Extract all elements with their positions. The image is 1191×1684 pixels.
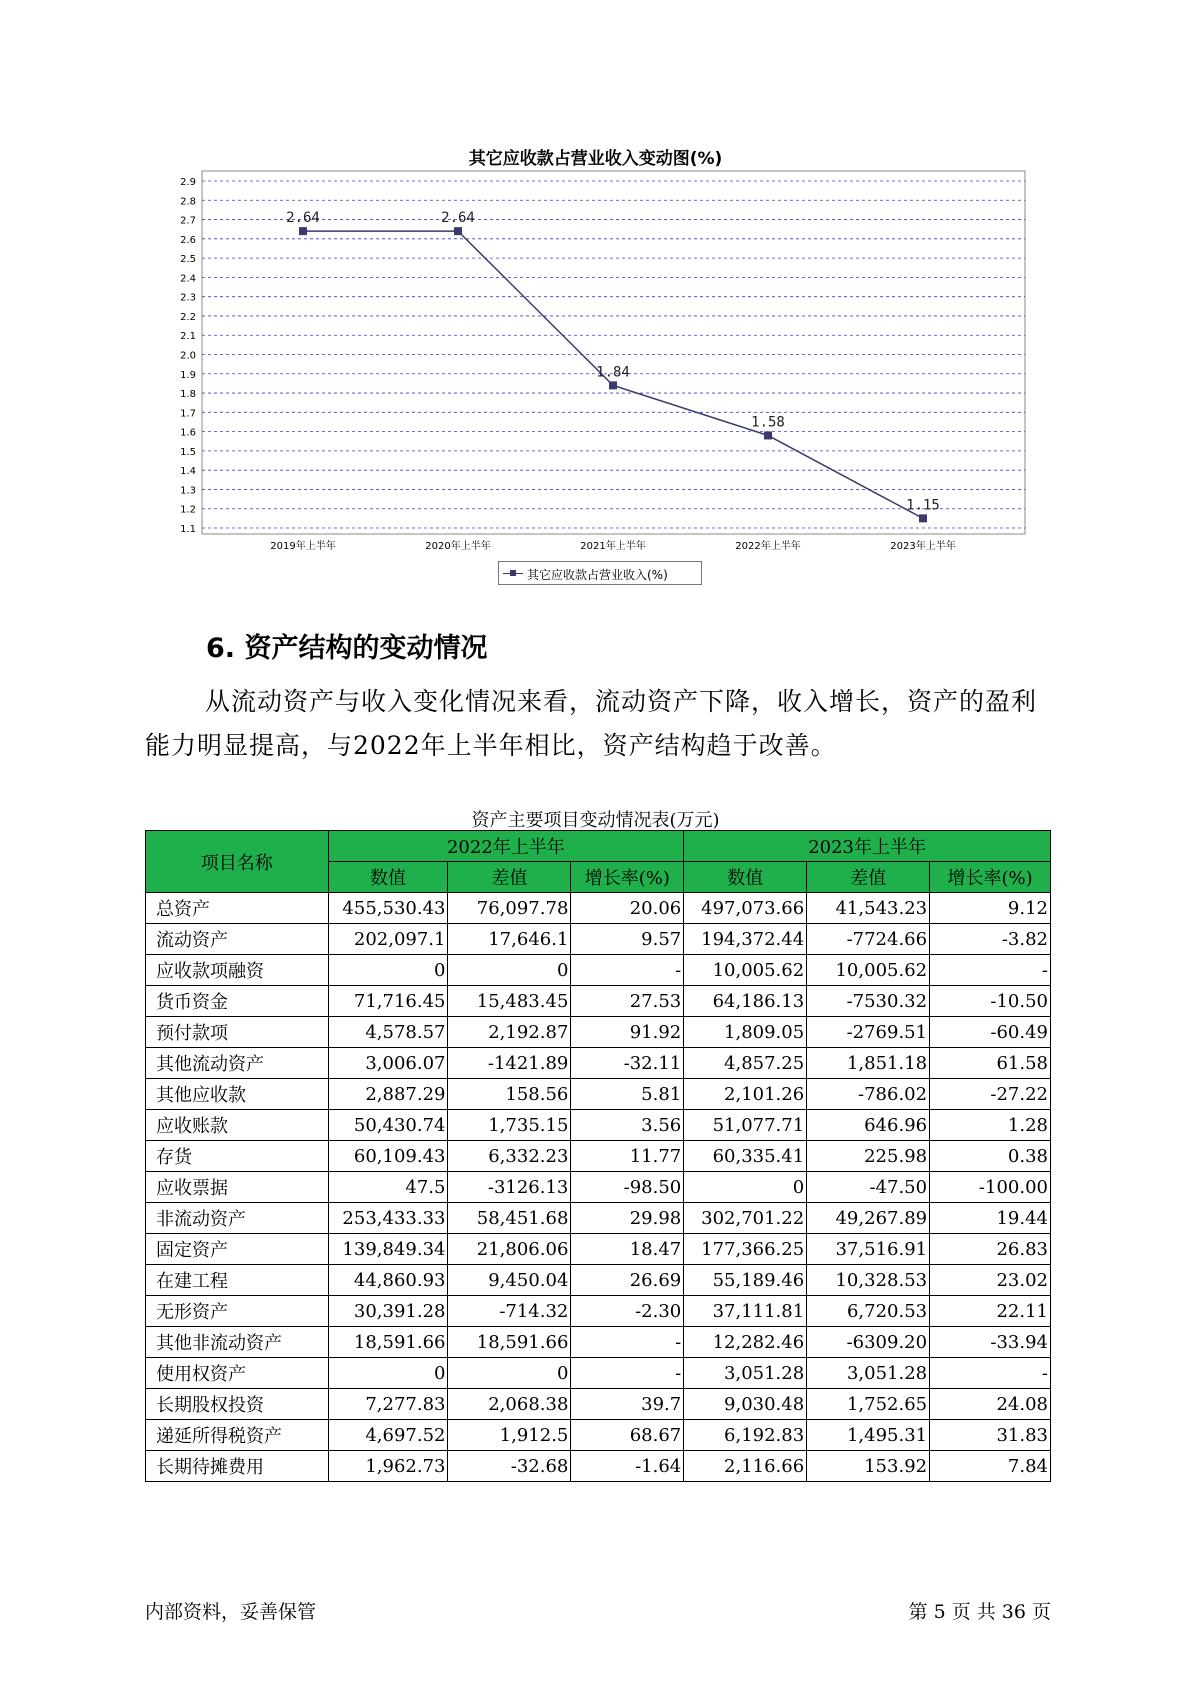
sub-header: 数值 [328,862,448,893]
row-label: 总资产 [146,893,329,924]
y-tick-label: 1.5 [180,446,196,458]
table-cell: 253,433.33 [328,1203,448,1234]
x-tick-label: 2023年上半年 [890,541,956,552]
table-cell: -10.50 [930,986,1051,1017]
table-cell: 55,189.46 [684,1265,807,1296]
table-cell: 15,483.45 [448,986,571,1017]
plot-frame [202,171,1025,534]
table-cell: 12,282.46 [684,1327,807,1358]
table-cell: 194,372.44 [684,924,807,955]
table-cell: -32.68 [448,1451,571,1482]
table-row [146,1234,1051,1265]
data-label: 2.64 [441,210,475,227]
table-cell: -33.94 [930,1327,1051,1358]
table-cell: 9,450.04 [448,1265,571,1296]
table-cell: 68.67 [571,1420,684,1451]
table-cell: 37,111.81 [684,1296,807,1327]
table-cell: -7724.66 [807,924,930,955]
table-cell: 44,860.93 [328,1265,448,1296]
table-cell: 58,451.68 [448,1203,571,1234]
row-label: 其他非流动资产 [146,1327,329,1358]
body-paragraph: 从流动资产与收入变化情况来看，流动资产下降，收入增长，资产的盈利能力明显提高，与2022年上半年相比，资产结构趋于改善。 [145,687,1038,760]
table-cell: 10,005.62 [807,955,930,986]
data-point [609,381,617,389]
y-tick-label: 2.5 [180,254,196,266]
table-cell: 9.12 [930,893,1051,924]
table-cell: 2,887.29 [328,1079,448,1110]
table-cell: - [930,955,1051,986]
table-cell: 0 [448,1358,571,1389]
data-point [764,431,772,439]
row-label: 流动资产 [146,924,329,955]
y-tick-label: 2.3 [180,292,196,304]
sub-header: 数值 [684,862,807,893]
table-row [146,1420,1051,1451]
table-cell: 31.83 [930,1420,1051,1451]
table-cell: -7530.32 [807,986,930,1017]
table-cell: 41,543.23 [807,893,930,924]
table-cell: 21,806.06 [448,1234,571,1265]
table-cell: -27.22 [930,1079,1051,1110]
table-row [146,986,1051,1017]
table-cell: -3126.13 [448,1172,571,1203]
table-row [146,1203,1051,1234]
table-cell: 24.08 [930,1389,1051,1420]
x-tick-label: 2021年上半年 [580,541,646,552]
table-row [146,1017,1051,1048]
table-cell: -6309.20 [807,1327,930,1358]
legend-label: 其它应收款占营业收入(%) [527,568,668,582]
table-cell: -786.02 [807,1079,930,1110]
table-cell: 49,267.89 [807,1203,930,1234]
table-cell: 202,097.1 [328,924,448,955]
row-label: 无形资产 [146,1296,329,1327]
table-cell: 1,851.18 [807,1048,930,1079]
table-cell: 60,335.41 [684,1141,807,1172]
table-row [146,1172,1051,1203]
sub-header: 增长率(%) [571,862,684,893]
table-cell: -2.30 [571,1296,684,1327]
y-tick-label: 2.6 [180,234,196,246]
y-tick-label: 2.9 [180,177,196,188]
table-cell: 0.38 [930,1141,1051,1172]
table-cell: 71,716.45 [328,986,448,1017]
row-label: 非流动资产 [146,1203,329,1234]
table-cell: 4,697.52 [328,1420,448,1451]
table-cell: -32.11 [571,1048,684,1079]
name-header: 项目名称 [146,831,329,893]
x-tick-label: 2020年上半年 [425,541,491,552]
table-cell: 47.5 [328,1172,448,1203]
table-cell: 225.98 [807,1141,930,1172]
table-cell: 158.56 [448,1079,571,1110]
table-cell: -60.49 [930,1017,1051,1048]
table-cell: 139,849.34 [328,1234,448,1265]
table-cell: 0 [328,1358,448,1389]
sub-header: 差值 [807,862,930,893]
y-tick-label: 1.4 [180,466,196,478]
data-label: 2.64 [286,210,320,227]
table-cell: 26.69 [571,1265,684,1296]
table-caption: 资产主要项目变动情况表(万元) [471,810,720,831]
table-cell: 23.02 [930,1265,1051,1296]
table-cell: 1,912.5 [448,1420,571,1451]
legend-marker-icon [503,573,523,574]
table-row [146,1265,1051,1296]
row-label: 预付款项 [146,1017,329,1048]
table-cell: 9.57 [571,924,684,955]
table-cell: -1.64 [571,1451,684,1482]
footer-note: 内部资料，妥善保管 [145,1601,317,1623]
data-point [299,227,307,235]
table-cell: 76,097.78 [448,893,571,924]
table-cell: 10,328.53 [807,1265,930,1296]
row-label: 在建工程 [146,1265,329,1296]
group-header-2022: 2022年上半年 [328,831,684,862]
y-tick-label: 1.2 [180,504,196,516]
asset-table [145,830,1051,1482]
y-tick-label: 1.9 [180,369,196,381]
table-cell: 3,051.28 [684,1358,807,1389]
table-cell: 1,752.65 [807,1389,930,1420]
table-cell: 6,720.53 [807,1296,930,1327]
table-cell: 4,857.25 [684,1048,807,1079]
table-cell: -714.32 [448,1296,571,1327]
table-cell: 17,646.1 [448,924,571,955]
table-cell: 2,116.66 [684,1451,807,1482]
table-row [146,893,1051,924]
table-cell: 37,516.91 [807,1234,930,1265]
table-cell: 7.84 [930,1451,1051,1482]
table-cell: 9,030.48 [684,1389,807,1420]
y-tick-label: 2.0 [180,350,196,362]
table-cell: 51,077.71 [684,1110,807,1141]
table-cell: 646.96 [807,1110,930,1141]
row-label: 长期待摊费用 [146,1451,329,1482]
table-cell: 10,005.62 [684,955,807,986]
table-cell: 50,430.74 [328,1110,448,1141]
table-row [146,1110,1051,1141]
table-cell: 0 [448,955,571,986]
y-tick-label: 1.6 [180,427,196,439]
table-cell: 2,068.38 [448,1389,571,1420]
chart-legend [498,561,702,585]
table-cell: 61.58 [930,1048,1051,1079]
data-point [919,514,927,522]
table-cell: 18,591.66 [448,1327,571,1358]
table-cell: 26.83 [930,1234,1051,1265]
table-cell: -100.00 [930,1172,1051,1203]
row-label: 货币资金 [146,986,329,1017]
data-label: 1.15 [906,497,940,514]
row-label: 使用权资产 [146,1358,329,1389]
row-label: 应收票据 [146,1172,329,1203]
line-chart [0,0,1191,600]
table-cell: 2,101.26 [684,1079,807,1110]
row-label: 长期股权投资 [146,1389,329,1420]
sub-header: 差值 [448,862,571,893]
table-cell: 497,073.66 [684,893,807,924]
table-cell: 0 [684,1172,807,1203]
table-cell: 19.44 [930,1203,1051,1234]
x-tick-label: 2022年上半年 [735,541,801,552]
sub-header: 增长率(%) [930,862,1051,893]
y-tick-label: 1.8 [180,389,196,401]
row-label: 其他流动资产 [146,1048,329,1079]
table-row [146,1451,1051,1482]
table-row [146,1296,1051,1327]
table-row [146,1327,1051,1358]
row-label: 存货 [146,1141,329,1172]
table-cell: 5.81 [571,1079,684,1110]
row-label: 递延所得税资产 [146,1420,329,1451]
table-cell: 18,591.66 [328,1327,448,1358]
table-cell: 1,495.31 [807,1420,930,1451]
table-cell: 177,366.25 [684,1234,807,1265]
table-cell: 2,192.87 [448,1017,571,1048]
table-cell: 153.92 [807,1451,930,1482]
y-tick-label: 1.1 [180,524,196,535]
table-row [146,955,1051,986]
table-cell: 29.98 [571,1203,684,1234]
y-tick-label: 2.7 [180,215,196,227]
table-row [146,924,1051,955]
y-tick-label: 1.7 [180,408,196,420]
table-cell: -1421.89 [448,1048,571,1079]
data-label: 1.84 [596,364,630,381]
table-cell: 3,051.28 [807,1358,930,1389]
table-cell: 6,192.83 [684,1420,807,1451]
data-label: 1.58 [751,414,785,431]
table-cell: 91.92 [571,1017,684,1048]
table-cell: 1.28 [930,1110,1051,1141]
y-tick-label: 2.1 [180,331,196,343]
table-row [146,1141,1051,1172]
data-point [454,227,462,235]
y-tick-label: 2.8 [180,196,196,208]
x-tick-label: 2019年上半年 [270,541,336,552]
table-cell: 3,006.07 [328,1048,448,1079]
section-heading: 6. 资产结构的变动情况 [206,633,488,664]
table-cell: 22.11 [930,1296,1051,1327]
table-cell: 455,530.43 [328,893,448,924]
table-cell: 4,578.57 [328,1017,448,1048]
table-cell: 30,391.28 [328,1296,448,1327]
y-tick-label: 2.4 [180,273,196,285]
group-header-2023: 2023年上半年 [684,831,1051,862]
table-cell: 6,332.23 [448,1141,571,1172]
row-label: 应收款项融资 [146,955,329,986]
table-cell: 7,277.83 [328,1389,448,1420]
table-cell: 20.06 [571,893,684,924]
table-cell: 27.53 [571,986,684,1017]
table-cell: 302,701.22 [684,1203,807,1234]
table-cell: 1,809.05 [684,1017,807,1048]
table-cell: -2769.51 [807,1017,930,1048]
table-cell: - [930,1358,1051,1389]
table-row [146,1048,1051,1079]
row-label: 应收账款 [146,1110,329,1141]
table-cell: - [571,1327,684,1358]
table-cell: 60,109.43 [328,1141,448,1172]
y-tick-label: 2.2 [180,311,196,323]
table-cell: -3.82 [930,924,1051,955]
row-label: 其他应收款 [146,1079,329,1110]
table-cell: - [571,1358,684,1389]
table-cell: 1,962.73 [328,1451,448,1482]
page-number: 第 5 页 共 36 页 [908,1601,1051,1623]
table-cell: 11.77 [571,1141,684,1172]
chart-title: 其它应收款占营业收入变动图(%) [468,149,723,169]
row-label: 固定资产 [146,1234,329,1265]
table-cell: 18.47 [571,1234,684,1265]
table-cell: -47.50 [807,1172,930,1203]
table-row [146,1389,1051,1420]
y-tick-label: 1.3 [180,485,196,497]
table-cell: 64,186.13 [684,986,807,1017]
table-cell: 3.56 [571,1110,684,1141]
table-cell: - [571,955,684,986]
table-cell: 0 [328,955,448,986]
table-row [146,1358,1051,1389]
table-cell: 39.7 [571,1389,684,1420]
table-cell: 1,735.15 [448,1110,571,1141]
table-cell: -98.50 [571,1172,684,1203]
table-row [146,1079,1051,1110]
